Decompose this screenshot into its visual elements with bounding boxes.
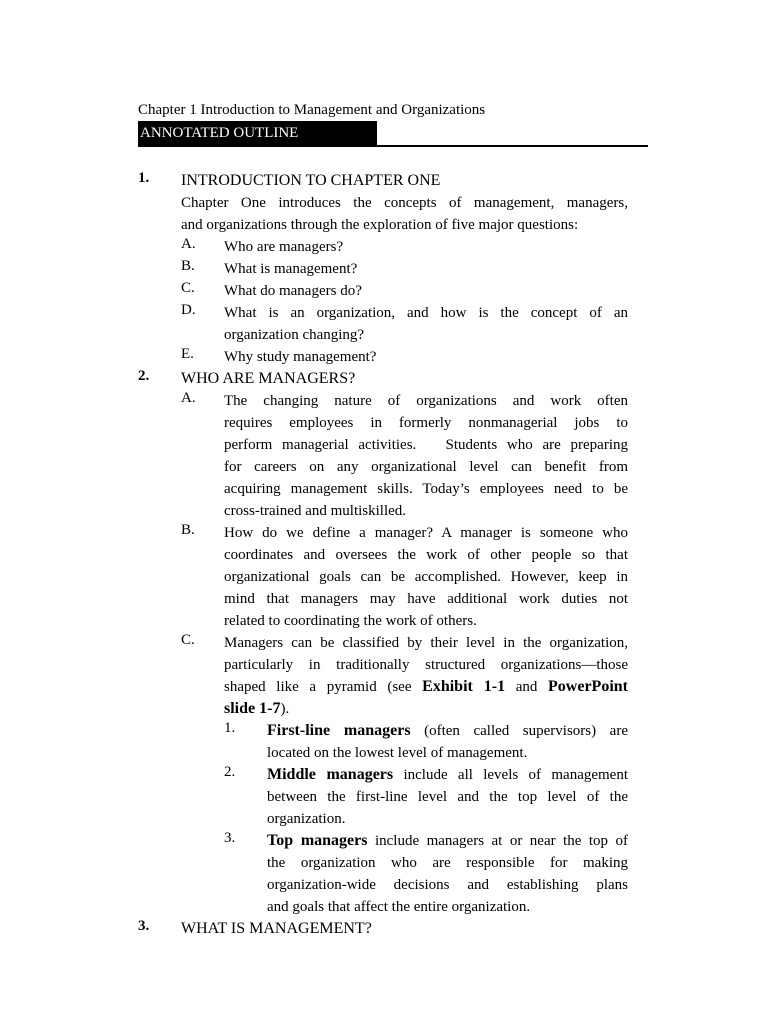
list-item bbox=[181, 236, 628, 258]
sub-item-text: organization. bbox=[267, 811, 346, 827]
list-item bbox=[181, 522, 628, 632]
section-title: WHO ARE MANAGERS? bbox=[181, 370, 356, 387]
list-item bbox=[181, 280, 628, 302]
sub-item-text: and goals that affect the entire organization. bbox=[267, 899, 531, 915]
item-text: organization changing? bbox=[224, 327, 365, 343]
paragraph-line: and organizations through the exploration of five major questions: bbox=[181, 217, 579, 233]
section-1 bbox=[138, 170, 628, 368]
section-2 bbox=[138, 368, 628, 918]
section-number: 3. bbox=[138, 918, 150, 934]
item-text: for careers on any organizational level can benefit from bbox=[224, 459, 628, 475]
list-item bbox=[181, 302, 628, 346]
item-text: What do managers do? bbox=[224, 283, 362, 299]
sub-item-label: 1. bbox=[224, 720, 236, 736]
item-text: organizational goals can be accomplished. However, keep in bbox=[224, 569, 628, 585]
list-item bbox=[181, 390, 628, 522]
list-item bbox=[181, 346, 628, 368]
section-number: 1. bbox=[138, 170, 150, 186]
sub-item-text bbox=[267, 720, 628, 742]
item-text: acquiring management skills. Today’s employees need to be bbox=[224, 481, 628, 497]
term-top-managers: Top managers bbox=[267, 832, 368, 849]
item-text: perform managerial activities. Students who are preparing bbox=[224, 437, 628, 453]
item-label: E. bbox=[181, 346, 194, 362]
section-3 bbox=[138, 918, 628, 940]
sub-item bbox=[224, 764, 628, 830]
list-item bbox=[181, 258, 628, 280]
sub-item-label: 2. bbox=[224, 764, 236, 780]
sub-item-label: 3. bbox=[224, 830, 236, 846]
paragraph-line: Chapter One introduces the concepts of management, managers, bbox=[181, 195, 628, 211]
text-run: include managers at or near the top of bbox=[367, 833, 628, 849]
item-text: particularly in traditionally structured organizations—those bbox=[224, 657, 628, 673]
outline-content bbox=[138, 170, 628, 940]
sub-item bbox=[224, 720, 628, 764]
item-label: A. bbox=[181, 390, 196, 406]
outline-header-rule bbox=[138, 121, 648, 147]
item-label: B. bbox=[181, 522, 195, 538]
text-run: shaped like a pyramid (see bbox=[224, 679, 412, 695]
item-label: D. bbox=[181, 302, 196, 318]
section-number: 2. bbox=[138, 368, 150, 384]
sub-item-text: the organization who are responsible for making bbox=[267, 855, 628, 871]
sub-item-text: between the first-line level and the top level of the bbox=[267, 789, 628, 805]
exhibit-reference: Exhibit 1-1 bbox=[422, 678, 506, 695]
item-text bbox=[224, 676, 628, 698]
chapter-title: Chapter 1 Introduction to Management and Organizations bbox=[138, 102, 486, 118]
section-title: WHAT IS MANAGEMENT? bbox=[181, 920, 372, 937]
item-text: Why study management? bbox=[224, 349, 377, 365]
slide-reference: slide 1-7 bbox=[224, 700, 281, 717]
item-text: Managers can be classified by their level in the organization, bbox=[224, 635, 628, 651]
text-run: and bbox=[515, 679, 538, 695]
item-text: Who are managers? bbox=[224, 239, 344, 255]
list-item bbox=[181, 632, 628, 918]
powerpoint-reference: PowerPoint bbox=[548, 678, 628, 695]
term-first-line-managers: First-line managers bbox=[267, 722, 411, 739]
item-text: How do we define a manager? A manager is someone who bbox=[224, 525, 628, 541]
sub-item-text: organization-wide decisions and establishing plans bbox=[267, 877, 628, 893]
sub-item-text: located on the lowest level of management. bbox=[267, 745, 528, 761]
item-text: The changing nature of organizations and work often bbox=[224, 393, 628, 409]
item-text: mind that managers may have additional work duties not bbox=[224, 591, 628, 607]
item-text: coordinates and oversees the work of other people so that bbox=[224, 547, 628, 563]
text-run: ). bbox=[280, 701, 290, 717]
item-label: B. bbox=[181, 258, 195, 274]
sub-item bbox=[224, 830, 628, 918]
sub-item-text bbox=[267, 764, 628, 786]
annotated-outline-banner: ANNOTATED OUTLINE bbox=[138, 121, 377, 145]
item-text: requires employees in formerly nonmanagerial jobs to bbox=[224, 415, 628, 431]
sub-item-text bbox=[267, 830, 628, 852]
term-middle-managers: Middle managers bbox=[267, 766, 394, 783]
section-title: INTRODUCTION TO CHAPTER ONE bbox=[181, 172, 441, 189]
item-label: C. bbox=[181, 280, 195, 296]
item-label: A. bbox=[181, 236, 196, 252]
item-text: What is an organization, and how is the concept of an bbox=[224, 305, 628, 321]
text-run: include all levels of management bbox=[393, 767, 628, 783]
item-label: C. bbox=[181, 632, 195, 648]
item-text: What is management? bbox=[224, 261, 358, 277]
item-text: related to coordinating the work of others. bbox=[224, 613, 477, 629]
item-text bbox=[224, 698, 628, 720]
item-text: cross-trained and multiskilled. bbox=[224, 503, 407, 519]
text-run: (often called supervisors) are bbox=[410, 723, 628, 739]
